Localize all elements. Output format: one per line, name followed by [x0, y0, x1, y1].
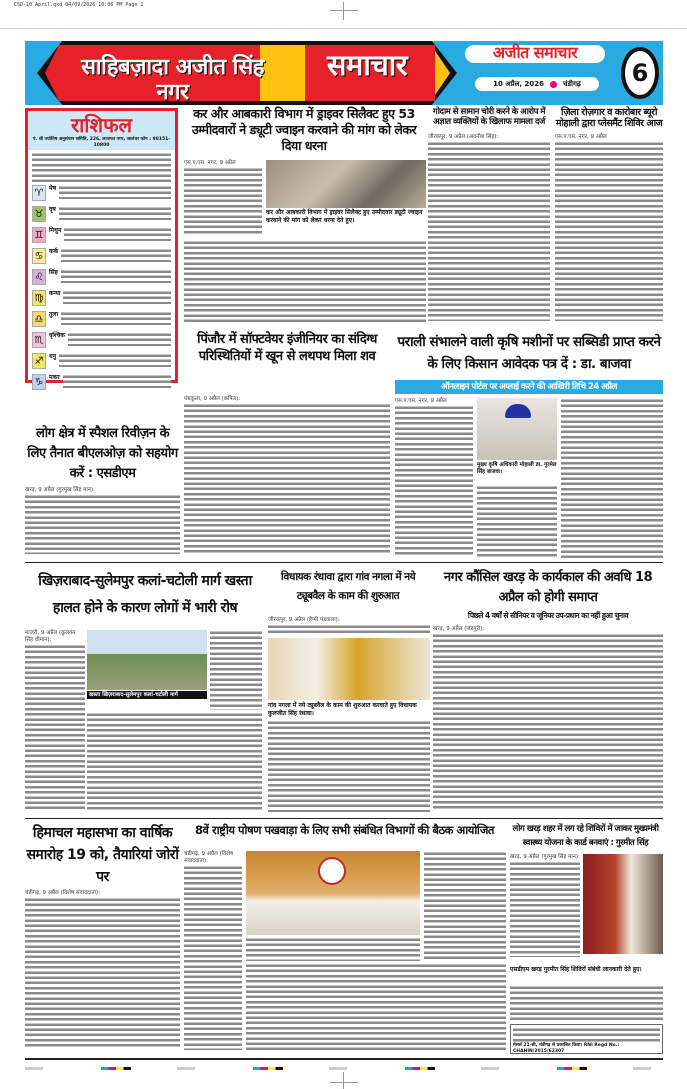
body-excise — [184, 240, 426, 322]
rashi-item — [32, 185, 171, 206]
photo-tubewell — [268, 638, 430, 700]
dateline: पंचकूला, 9 अप्रैल (कपिल): — [184, 396, 390, 403]
body-poshan — [246, 963, 506, 1051]
body-sdm — [25, 494, 180, 554]
dateline: एस.ए.एस. नगर, 9 अप्रैल — [555, 134, 663, 141]
crop-mark — [343, 2, 344, 20]
headline-excise: कर और आबकारी विभाग में ड्राइवर सिलैक्ट हुए 53 उम्मीदवारों ने ड्यूटी ज्वाइन करवाने की मांग को लेकर दिया धरना — [184, 106, 424, 154]
caption-randhawa: गांव नगला में नये ट्यूबवैल के काम की शुरुआत करवाते हुए विधायक कुलजीत सिंह रंधावा। — [268, 702, 417, 717]
rashi-text — [63, 374, 171, 388]
caption-kharar-camp: एसडीएम खरड़ गुरमीत सिंह शिविरों संबंधी जानकारी देते हुए। — [510, 966, 642, 973]
body-khizrabad — [87, 712, 262, 812]
registration-mark — [25, 1067, 43, 1070]
sagittarius-icon: ♐ — [32, 353, 46, 369]
dateline: चंडीगढ़, 9 अप्रैल (विशेष संवाददाता): — [25, 890, 180, 897]
divider — [25, 562, 663, 563]
leo-icon: ♌ — [32, 269, 46, 285]
rashi-text — [61, 311, 171, 325]
rashifal-title: राशिफल — [70, 113, 133, 137]
photo-road — [87, 630, 207, 690]
rashi-text — [68, 332, 171, 346]
rashi-text — [59, 185, 171, 199]
body-kharar-camp — [510, 985, 663, 1023]
rashi-item — [32, 290, 171, 311]
photo-sdm-gurmeet — [583, 854, 663, 954]
registration-mark — [177, 1067, 195, 1070]
rashifal-box — [25, 108, 178, 388]
dateline: जीरकपुर, 9 अप्रैल (अवनीश सिंह): — [428, 134, 550, 141]
subhead-parali: ऑनलाइन पोर्टल पर अप्लाई करने की आखिरी तिथि 24 अप्रैल — [395, 380, 663, 394]
rashi-text — [61, 248, 171, 262]
scorpio-icon: ♏ — [32, 332, 46, 348]
body-godown — [428, 141, 550, 321]
body-himachal — [25, 897, 180, 1049]
photo-dr-bajwa — [477, 398, 557, 460]
rashi-text — [64, 227, 171, 241]
rashi-name: धनु — [49, 353, 57, 360]
masthead — [25, 41, 663, 105]
registration-mark — [405, 1067, 435, 1070]
dateline: एस.ए.एस. नगर, 9 अप्रैल — [184, 160, 262, 167]
section-title-2: समाचार — [326, 48, 408, 82]
dateline: एस.ए.एस. नगर, 9 अप्रैल — [395, 398, 473, 405]
dateline: माजरी, 9 अप्रैल (कुलवंत सिंह धीमान): — [25, 630, 85, 644]
bullet-icon — [550, 81, 557, 88]
body-randhawa — [268, 720, 430, 812]
rashi-item — [32, 248, 171, 269]
rashi-name: मेष — [49, 185, 57, 192]
registration-mark — [557, 1067, 587, 1070]
headline-kharar-camp: लोग खरड़ शहर में लग रहे शिविरों में जाकर मुख्यमंत्री स्वास्थ्य योजना के कार्ड बनवाएं : गुरमीत सिंह — [512, 824, 659, 848]
issue-city: चंडीगढ़ — [562, 79, 581, 88]
rashi-name: सिंह — [49, 269, 58, 276]
body-pinjore — [184, 403, 390, 553]
rashi-name: कर्क — [49, 248, 59, 255]
turban-shape — [505, 404, 531, 418]
photo-excise-protest — [266, 160, 426, 208]
rashi-text — [59, 206, 171, 220]
headline-pinjore: पिंजौर में सॉफ्टवेयर इंजीनियर का संदिग्ध परिस्थितियों में खून से लथपथ मिला शव — [197, 332, 377, 364]
rashi-item — [32, 353, 171, 374]
libra-icon: ♎ — [32, 311, 46, 327]
crop-mark — [343, 1072, 344, 1089]
footer-rule — [25, 1058, 663, 1060]
divider — [25, 818, 663, 819]
caption-khizrabad: खस्ता खिज़राबाद-सुलेमपुर कलां-चटोली मार्ग — [87, 691, 207, 699]
body-parali — [561, 398, 663, 558]
caption-bajwa: मुख्य कृषि अधिकारी मोहाली डा. गुरमेल सिंह बाजवा। — [477, 462, 557, 475]
section-title: साहिबज़ादा अजीत सिंह नगर — [81, 55, 264, 105]
headline-godown: गोदाम से सामान चोरी करने के आरोप में अज्ञात व्यक्तियों के खिलाफ मामला दर्ज — [433, 107, 545, 127]
rashi-name: वृष — [49, 206, 56, 213]
registration-mark — [101, 1067, 131, 1070]
trim-line — [0, 28, 687, 29]
rashi-item — [32, 374, 171, 395]
headline-himachal: हिमाचल महासभा का वार्षिक समारोह 19 को, तैयारियां जोरों पर — [26, 825, 179, 885]
rashi-name: तुला — [49, 311, 59, 318]
headline-rozgar: ज़िला रोज़गार व कारोबार ब्यूरो मोहाली द्वारा प्लेसमैंट शिविर आज — [555, 107, 663, 129]
dateline: चंडीगढ़, 9 अप्रैल (विशेष संवाददाता): — [184, 851, 242, 865]
rashi-text — [59, 353, 171, 367]
emblem-icon — [318, 857, 346, 885]
registration-mark — [329, 1067, 347, 1070]
rashi-item — [32, 311, 171, 332]
paper-name: अजीत समाचार — [492, 43, 578, 62]
cancer-icon: ♋ — [32, 248, 46, 264]
rashi-item — [32, 269, 171, 290]
crop-mark — [330, 10, 358, 11]
dateline: खरड़, 9 अप्रैल (गुरमुख सिंह मान): — [510, 854, 580, 860]
body-rozgar — [555, 141, 663, 321]
rashifal-subtitle: पं. श्री ज्योतिष अनुसंधान समिति, 226, लाजपत नगर, जालंधर फोन : 98151-10800 — [32, 137, 171, 148]
rashi-name: कन्या — [49, 290, 61, 297]
dateline: खरड़, 9 अप्रैल (जंडपुरी): — [433, 626, 663, 633]
page-slug: CSD-10 April.qxd 04/09/2026 10:06 PM Page 1 — [14, 2, 144, 8]
headline-parali: पराली संभालने वाली कृषि मशीनों पर सब्सिडी प्राप्त करने के लिए किसान आवेदक पत्र दें : डा. बाजवा — [397, 334, 661, 372]
headline-khizrabad: खिज़राबाद-सुलेमपुर कलां-चटोली मार्ग खस्ता हालत होने के कारण लोगों में भारी रोष — [38, 573, 252, 616]
crop-mark — [330, 1082, 358, 1083]
issue-date: 10 अप्रैल, 2026 — [493, 79, 544, 88]
headline-poshan: 8वें राष्ट्रीय पोषण पखवाड़ा के लिए सभी संबंधित विभागों की बैठक आयोजित — [195, 823, 494, 837]
rashi-item — [32, 206, 171, 227]
dateline: खरड़, 9 अप्रैल (गुरमुख सिंह मान): — [25, 487, 180, 494]
panchang-text — [32, 152, 171, 182]
dateline: जीरकपुर, 9 अप्रैल (हैप्पी पंडवाला): — [268, 617, 430, 624]
subhead-kharar-council: पिछले 4 वर्षों से सीनियर व जूनियर उप-प्रधान का नहीं हुआ चुनाव — [467, 611, 629, 620]
taurus-icon: ♉ — [32, 206, 46, 222]
headline-randhawa: विधायक रंधावा द्वारा गांव नगला में नये ट्यूबवैल के काम की शुरुआत — [280, 571, 416, 602]
headline-sdm: लोग क्षेत्र में स्पैशल रिवीज़न के लिए तैनात बीएलओज़ को सहयोग करें : एसडीएम — [27, 426, 178, 481]
registration-mark — [633, 1067, 651, 1070]
headline-kharar-council: नगर कौंसिल खरड़ के कार्यकाल की अवधि 18 अप्रैल को होगी समाप्त — [443, 570, 653, 605]
body-kharar-council — [433, 633, 663, 811]
rashi-name: वृश्चिक — [49, 332, 65, 339]
registration-mark — [253, 1067, 283, 1070]
rashi-text — [61, 269, 171, 283]
capricorn-icon: ♑ — [32, 374, 46, 390]
virgo-icon: ♍ — [32, 290, 46, 306]
page-number: 6 — [621, 47, 659, 99]
gemini-icon: ♊ — [32, 227, 46, 243]
photo-poshan-meeting — [246, 851, 420, 935]
aries-icon: ♈ — [32, 185, 46, 201]
rashi-text — [63, 290, 171, 304]
imprint-line: मेसर्स 21-सी, चंडीगढ़ से प्रकाशित किया। RNI Regd No.: CHAHIN/2015/62307 — [513, 1043, 620, 1054]
rashi-name: मकर — [49, 374, 60, 381]
rashi-name: मिथुन — [49, 227, 62, 234]
registration-mark — [481, 1067, 499, 1070]
caption-excise: कर और आबकारी विभाग में ड्राइवर सिलैक्ट हुए उम्मीदवार ड्यूटी ज्वाइन करवाने की मांग को लेकर धरना देते हुए। — [266, 209, 423, 224]
rashi-item — [32, 332, 171, 353]
rashi-item — [32, 227, 171, 248]
